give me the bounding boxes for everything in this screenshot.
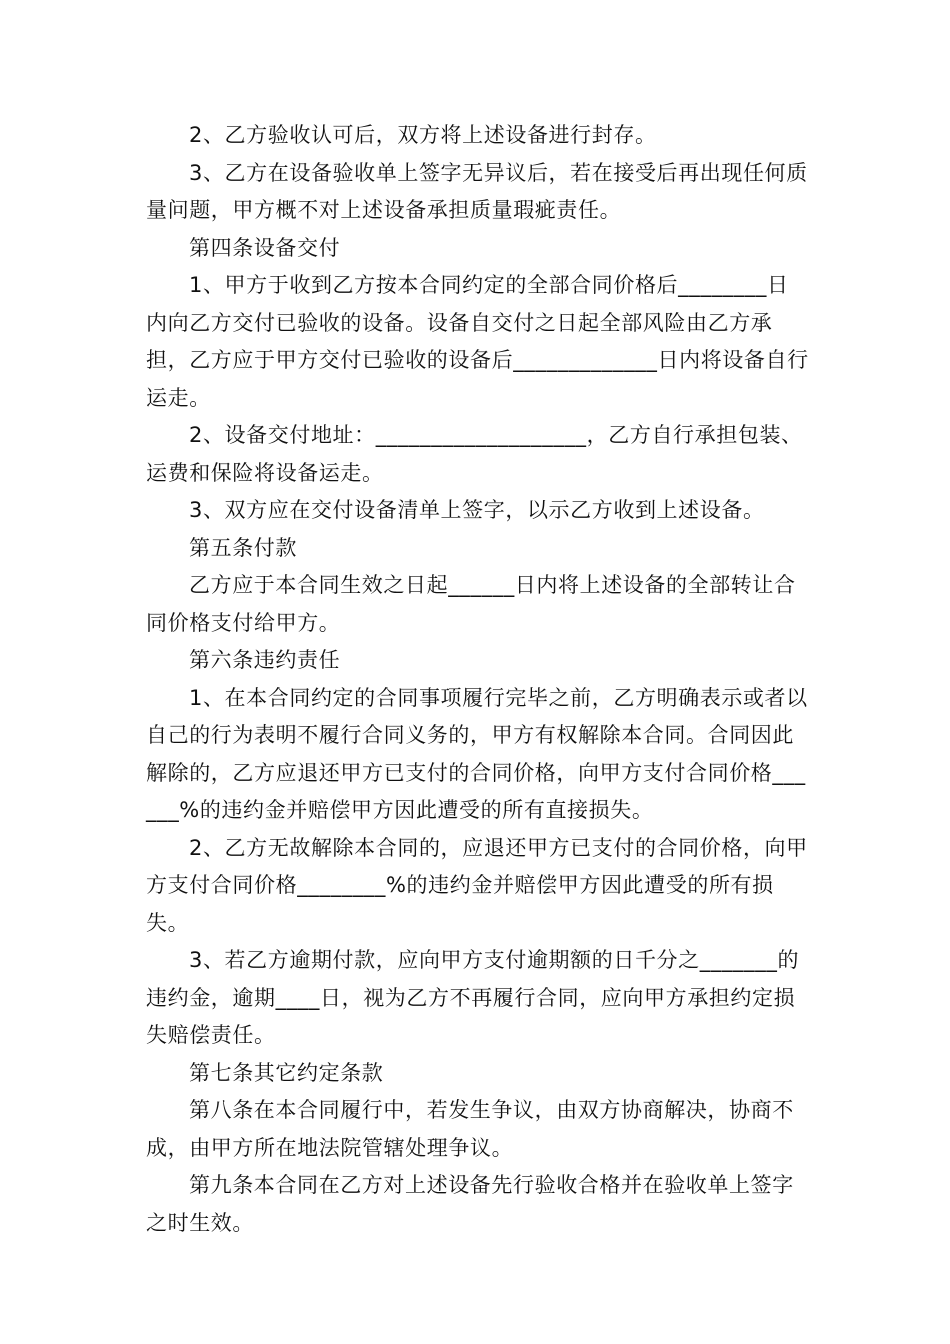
paragraph-breach-1: 1、在本合同约定的合同事项履行完毕之前，乙方明确表示或者以自己的行为表明不履行合同义务的，甲方有权解除本合同。合同因此解除的，乙方应退还甲方已支付的合同价格，向甲方支付合同价格______%的违约金并赔偿甲方因此遭受的所有直接损失。	[146, 685, 808, 822]
paragraph-delivery-timing: 1、甲方于收到乙方按本合同约定的全部合同价格后________日内向乙方交付已验收的设备。设备自交付之日起全部风险由乙方承担，乙方应于甲方交付已验收的设备后_____________日内将设备自行运走。	[146, 273, 809, 410]
paragraph-acceptance-seal: 2、乙方验收认可后，双方将上述设备进行封存。	[189, 123, 657, 147]
document-body	[146, 117, 810, 1242]
paragraph-article-9: 第九条本合同在乙方对上述设备先行验收合格并在验收单上签字之时生效。	[146, 1173, 794, 1235]
heading-article-7: 第七条其它约定条款	[189, 1060, 384, 1085]
heading-article-4: 第四条设备交付	[189, 235, 341, 260]
paragraph-quality-disclaimer: 3、乙方在设备验收单上签字无异议后，若在接受后再出现任何质量问题，甲方概不对上述设备承担质量瑕疵责任。	[146, 160, 808, 222]
heading-article-6: 第六条违约责任	[189, 648, 341, 672]
paragraph-breach-3: 3、若乙方逾期付款，应向甲方支付逾期额的日千分之_______的违约金，逾期____日，视为乙方不再履行合同，应向甲方承担约定损失赔偿责任。	[146, 948, 800, 1047]
paragraph-payment: 乙方应于本合同生效之日起______日内将上述设备的全部转让合同价格支付给甲方。	[146, 573, 796, 635]
paragraph-article-8: 第八条在本合同履行中，若发生争议，由双方协商解决，协商不成，由甲方所在地法院管辖处理争议。	[146, 1098, 794, 1160]
paragraph-delivery-address: 2、设备交付地址：___________________，乙方自行承担包装、运费和保险将设备运走。	[146, 423, 803, 485]
paragraph-breach-2: 2、乙方无故解除本合同的，应退还甲方已支付的合同价格，向甲方支付合同价格________%的违约金并赔偿甲方因此遭受的所有损失。	[146, 835, 808, 935]
paragraph-delivery-sign-off: 3、双方应在交付设备清单上签字，以示乙方收到上述设备。	[189, 498, 765, 522]
heading-article-5: 第五条付款	[189, 535, 297, 560]
